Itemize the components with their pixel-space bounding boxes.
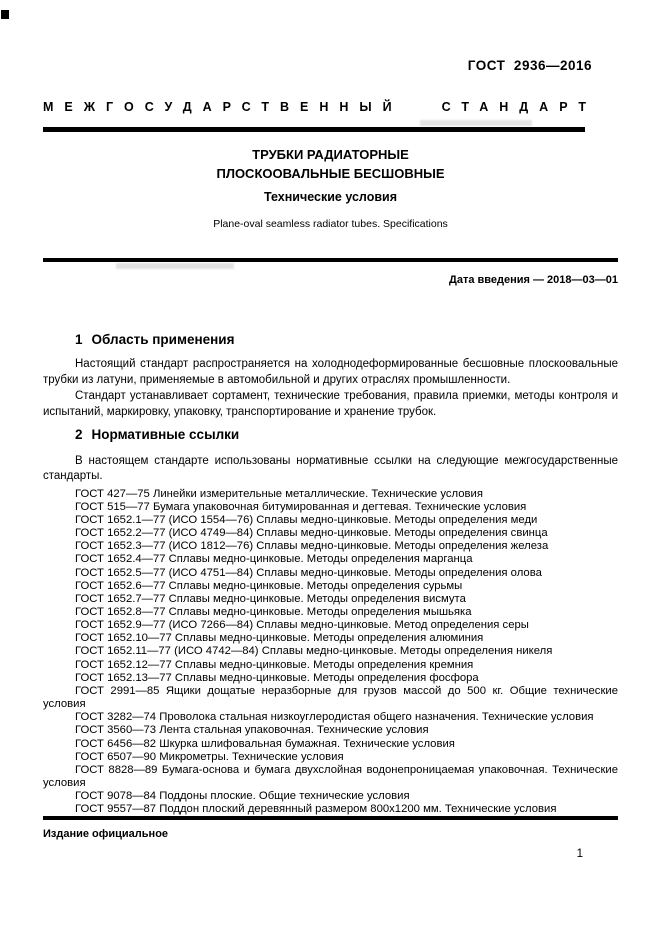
- title-line-2: ПЛОСКООВАЛЬНЫЕ БЕСШОВНЫЕ: [216, 166, 445, 181]
- reference-item: ГОСТ 1652.8—77 Сплавы медно-цинковые. Методы определения мышьяка: [75, 606, 472, 618]
- reference-item: ГОСТ 2991—85 Ящики дощатые неразборные для грузов массой до 500 кг. Общие технические условия: [43, 684, 618, 711]
- section-1-title: Область применения: [91, 332, 235, 347]
- page-number: 1: [576, 848, 583, 860]
- section-2-heading: [75, 427, 239, 442]
- reference-item: ГОСТ 515—77 Бумага упаковочная битумированная и дегтевая. Технические условия: [75, 500, 527, 513]
- reference-item: ГОСТ 3560—73 Лента стальная упаковочная. Технические условия: [75, 724, 429, 737]
- reference-item: ГОСТ 6507—90 Микрометры. Технические условия: [75, 750, 344, 763]
- reference-item: ГОСТ 6456—82 Шкурка шлифовальная бумажная. Технические условия: [75, 737, 455, 750]
- header-rule: [43, 258, 618, 262]
- document-subtitle: Технические условия: [263, 190, 397, 204]
- banner-word-2: СТАНДАРТ: [441, 100, 597, 114]
- section-1-body: [43, 357, 618, 421]
- reference-item: ГОСТ 1652.5—77 (ИСО 4751—84) Сплавы медно-цинковые. Методы определения олова: [75, 566, 542, 579]
- effective-date: Дата введения — 2018—03—01: [449, 274, 618, 286]
- paragraph: Стандарт устанавливает сортамент, технические требования, правила приемки, методы контроля и испытаний, маркировку, упаковку, транспортирование и хранение трубок.: [43, 389, 618, 418]
- reference-item: ГОСТ 1652.9—77 (ИСО 7266—84) Сплавы медно-цинковые. Метод определения серы: [75, 619, 529, 632]
- reference-item: ГОСТ 1652.1—77 (ИСО 1554—76) Сплавы медно-цинковые. Методы определения меди: [75, 513, 538, 526]
- references-list: [43, 488, 618, 817]
- reference-item: ГОСТ 1652.6—77 Сплавы медно-цинковые. Методы определения сурьмы: [75, 579, 463, 592]
- reference-item: ГОСТ 1652.7—77 Сплавы медно-цинковые. Методы определения висмута: [75, 592, 466, 605]
- section-2-intro: В настоящем стандарте использованы нормативные ссылки на следующие межгосударственные стандарты.: [43, 455, 618, 482]
- section-1-number: 1: [75, 332, 83, 347]
- reference-item: ГОСТ 1652.4—77 Сплавы медно-цинковые. Методы определения марганца: [75, 553, 473, 566]
- document-title-english: Plane-oval seamless radiator tubes. Specifications: [213, 218, 448, 230]
- section-2-number: 2: [75, 427, 83, 442]
- section-1-heading: [75, 332, 234, 347]
- scan-smudge: [420, 120, 532, 126]
- reference-item: ГОСТ 9078—84 Поддоны плоские. Общие технические условия: [75, 790, 410, 803]
- reference-item: ГОСТ 1652.10—77 Сплавы медно-цинковые. Методы определения алюминия: [75, 632, 484, 645]
- edition-note: Издание официальное: [43, 828, 169, 840]
- reference-item: ГОСТ 1652.2—77 (ИСО 4749—84) Сплавы медно-цинковые. Методы определения свинца: [75, 527, 548, 540]
- banner-rule: [43, 127, 585, 132]
- reference-item: ГОСТ 3282—74 Проволока стальная низкоуглеродистая общего назначения. Технические условия: [75, 711, 594, 724]
- document-title: [43, 145, 618, 183]
- standard-type-banner: [43, 100, 597, 114]
- reference-item: ГОСТ 1652.3—77 (ИСО 1812—76) Сплавы медно-цинковые. Методы определения железа: [75, 540, 549, 553]
- reference-item: ГОСТ 1652.11—77 (ИСО 4742—84) Сплавы медно-цинковые. Методы определения никеля: [75, 645, 553, 658]
- reference-item: ГОСТ 8828—89 Бумага-основа и бумага двухслойная водонепроницаемая упаковочная. Технические условия: [43, 763, 618, 790]
- section-2-body: [43, 454, 618, 817]
- reference-item: ГОСТ 1652.13—77 Сплавы медно-цинковые. Методы определения фосфора: [75, 671, 479, 684]
- scan-smudge: [116, 263, 234, 269]
- paragraph: Настоящий стандарт распространяется на холоднодеформированные бесшовные плоскоовальные трубки из латуни, применяемые в автомобильной и других отраслях промышленности.: [43, 358, 618, 386]
- footer-rule: [43, 816, 618, 820]
- title-line-1: ТРУБКИ РАДИАТОРНЫЕ: [252, 147, 409, 162]
- doc-number: ГОСТ 2936—2016: [467, 58, 592, 73]
- section-2-title: Нормативные ссылки: [91, 427, 240, 442]
- scan-artifact-mark: [1, 10, 9, 19]
- reference-item: ГОСТ 9557—87 Поддон плоский деревянный размером 800х1200 мм. Технические условия: [75, 803, 557, 816]
- banner-word-1: МЕЖГОСУДАРСТВЕННЫЙ: [43, 100, 403, 114]
- reference-item: ГОСТ 427—75 Линейки измерительные металлические. Технические условия: [75, 487, 483, 500]
- reference-item: ГОСТ 1652.12—77 Сплавы медно-цинковые. Методы определения кремния: [75, 658, 474, 671]
